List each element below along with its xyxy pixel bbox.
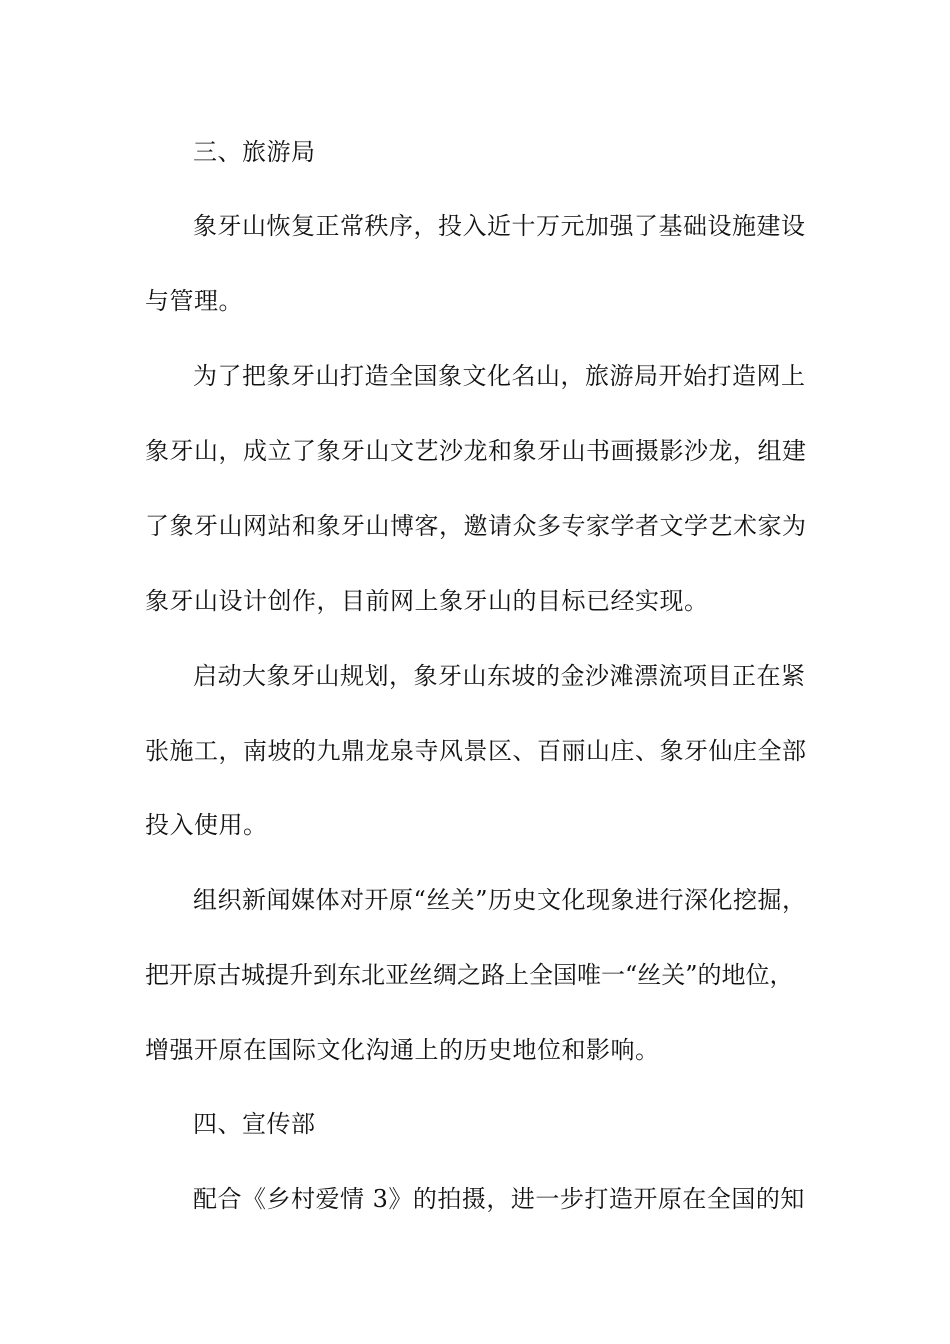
paragraph-line: 组织新闻媒体对开原“丝关”历史文化现象进行深化挖掘，	[193, 886, 807, 914]
section-heading-publicity-department: 四、宣传部	[193, 1110, 316, 1138]
paragraph-line: 张施工，南坡的九鼎龙泉寺风景区、百丽山庄、象牙仙庄全部	[145, 737, 807, 765]
paragraph-line: 与管理。	[145, 287, 243, 315]
paragraph-line: 把开原古城提升到东北亚丝绸之路上全国唯一“丝关”的地位，	[145, 961, 794, 989]
paragraph-line: 增强开原在国际文化沟通上的历史地位和影响。	[145, 1036, 660, 1064]
paragraph-line: 象牙山，成立了象牙山文艺沙龙和象牙山书画摄影沙龙，组建	[145, 437, 807, 465]
paragraph-line: 象牙山设计创作，目前网上象牙山的目标已经实现。	[145, 587, 709, 615]
paragraph-line: 启动大象牙山规划，象牙山东坡的金沙滩漂流项目正在紧	[193, 662, 806, 690]
paragraph-line: 象牙山恢复正常秩序，投入近十万元加强了基础设施建设	[193, 212, 806, 240]
section-heading-tourism-bureau: 三、旅游局	[193, 138, 316, 166]
paragraph-line: 投入使用。	[145, 811, 268, 839]
paragraph-line: 为了把象牙山打造全国象文化名山，旅游局开始打造网上	[193, 362, 806, 390]
paragraph-line: 配合《乡村爱情 3》的拍摄，进一步打造开原在全国的知	[193, 1185, 805, 1213]
paragraph-line: 了象牙山网站和象牙山博客，邀请众多专家学者文学艺术家为	[145, 512, 807, 540]
